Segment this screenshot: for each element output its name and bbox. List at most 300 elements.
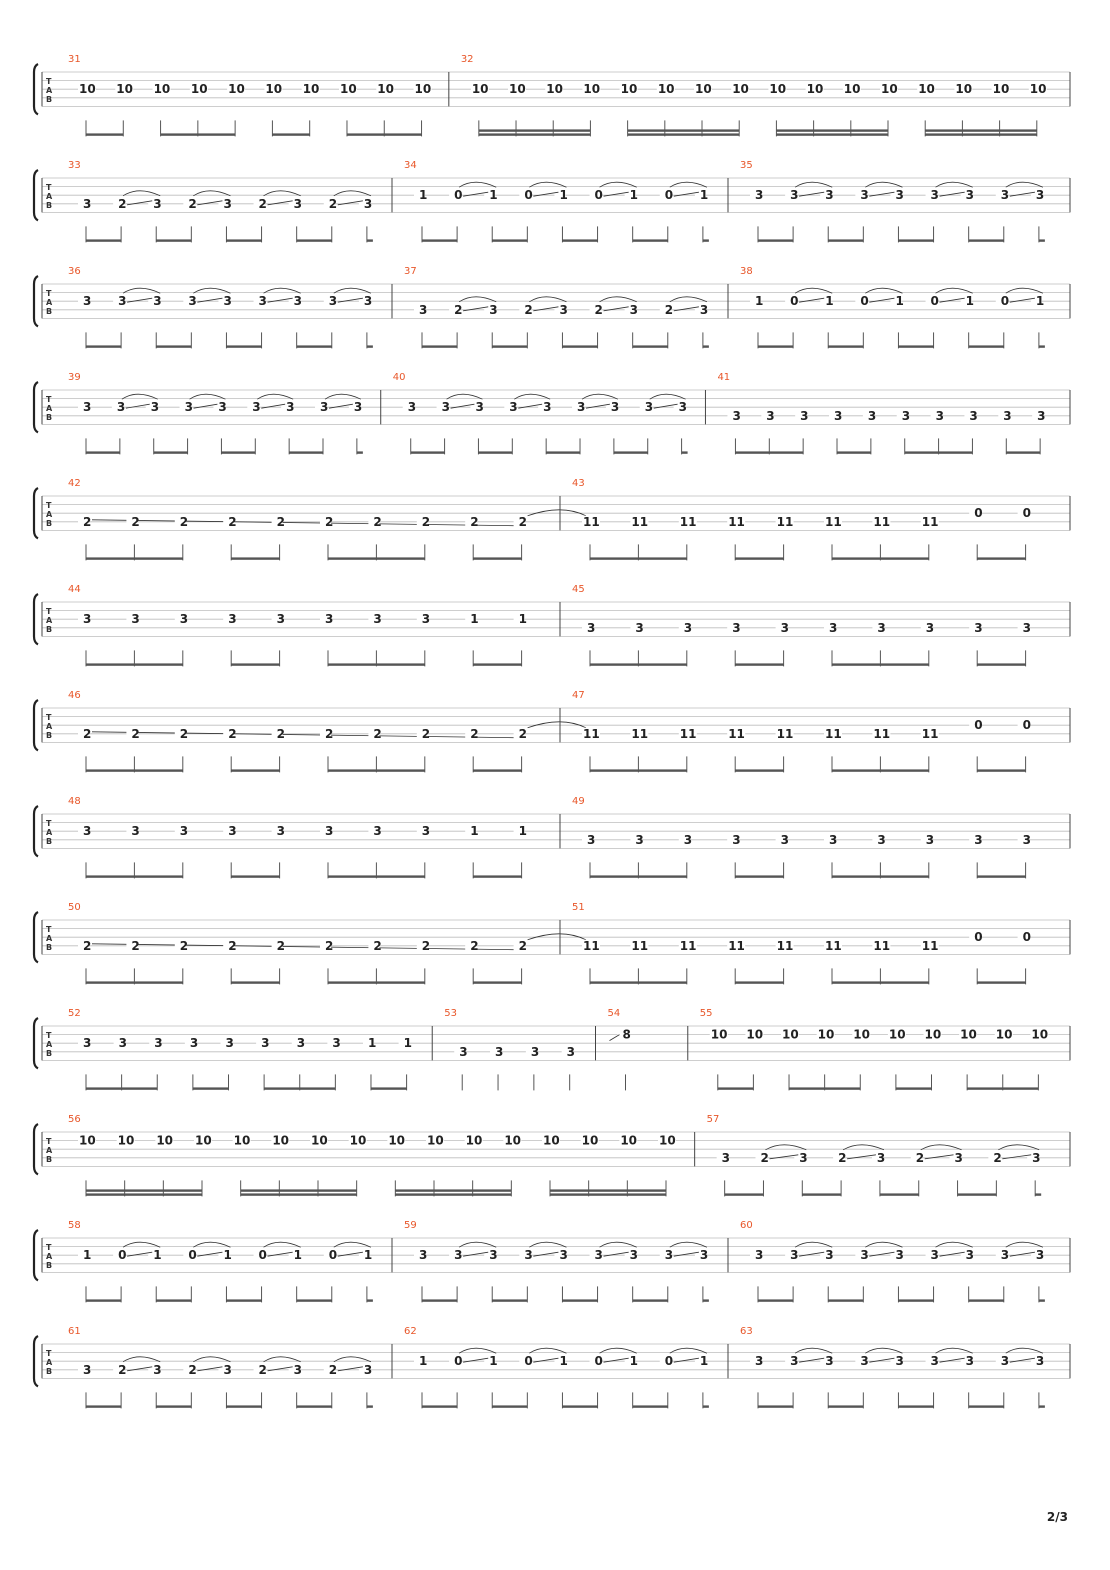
fret-number: 2 (131, 938, 140, 953)
fret-number: 3 (930, 1354, 939, 1369)
tab-clef-letter: B (46, 625, 53, 634)
fret-number: 3 (276, 824, 285, 839)
beam (297, 239, 332, 241)
fret-number: 0 (664, 188, 674, 203)
fret-number: 11 (583, 938, 600, 953)
beam (735, 557, 783, 559)
tab-clef-letter: T (46, 183, 52, 192)
fret-number: 10 (190, 82, 208, 97)
fret-number: 3 (131, 824, 140, 839)
fret-number: 0 (1000, 294, 1010, 309)
fret-number: 3 (1037, 408, 1046, 423)
fret-number: 2 (179, 514, 189, 529)
beam (328, 557, 425, 559)
beam (718, 1087, 754, 1089)
fret-number: 10 (995, 1027, 1013, 1042)
fret-number: 8 (622, 1027, 631, 1042)
beam (154, 451, 188, 453)
fret-number: 3 (965, 1354, 975, 1369)
fret-number: 10 (620, 82, 638, 97)
fret-number: 10 (153, 82, 171, 97)
fret-number: 2 (454, 302, 463, 317)
fret-number: 0 (594, 188, 603, 203)
fret-number: 0 (974, 718, 983, 733)
fret-number: 1 (293, 1248, 303, 1263)
fret-number: 3 (189, 1036, 199, 1051)
page-number: 2/3 (1046, 1510, 1068, 1524)
fret-number: 1 (559, 1354, 568, 1369)
beam (905, 451, 973, 453)
measure (68, 796, 527, 878)
fret-number: 1 (419, 188, 428, 203)
beam (735, 981, 783, 983)
measure-number: 34 (404, 160, 417, 171)
measure (728, 1326, 1045, 1408)
tab-clef-letter: B (46, 943, 53, 952)
beam (473, 769, 521, 771)
beam (347, 133, 422, 135)
beam (473, 875, 521, 877)
beam (969, 1299, 1004, 1301)
fret-number: 10 (414, 82, 432, 97)
beam (226, 1299, 261, 1301)
fret-number: 3 (635, 832, 644, 847)
fret-number: 10 (843, 82, 861, 97)
fret-number: 1 (153, 1248, 162, 1263)
fret-number: 3 (1032, 1150, 1041, 1165)
fret-number: 3 (258, 294, 267, 309)
fret-number: 10 (349, 1133, 367, 1148)
beam (628, 133, 740, 135)
fret-number: 3 (83, 1036, 92, 1051)
beam (633, 345, 668, 347)
beam (86, 1405, 121, 1407)
system-bracket (34, 806, 38, 856)
fret-number: 10 (620, 1133, 638, 1148)
beam (562, 345, 597, 347)
fret-number: 3 (421, 612, 431, 627)
beam (832, 769, 929, 771)
measure (68, 372, 363, 454)
measure-number: 56 (68, 1114, 81, 1125)
tab-clef-letter: B (46, 413, 53, 422)
beam (898, 1405, 933, 1407)
tab-clef-letter: A (46, 86, 53, 95)
fret-number: 3 (188, 294, 197, 309)
measure (392, 160, 709, 242)
fret-number: 3 (325, 612, 334, 627)
fret-number: 1 (489, 188, 498, 203)
beam (550, 1189, 666, 1191)
beam (86, 133, 123, 135)
beam (422, 1299, 457, 1301)
measure (560, 478, 1031, 560)
tab-system (34, 1326, 1070, 1408)
beam (86, 1299, 121, 1301)
fret-number: 3 (1022, 620, 1031, 635)
fret-number: 2 (325, 938, 334, 953)
beam (703, 239, 709, 241)
beam (682, 451, 688, 453)
tab-clef-letter: B (46, 1261, 53, 1270)
beam (1006, 451, 1040, 453)
fret-number: 3 (228, 824, 237, 839)
fret-number: 3 (629, 302, 639, 317)
fret-number: 1 (363, 1248, 373, 1263)
measure (695, 1114, 1042, 1196)
fret-number: 2 (373, 938, 382, 953)
fret-number: 1 (755, 294, 764, 309)
fret-number: 3 (223, 1362, 232, 1377)
beam (735, 875, 783, 877)
system-bracket (34, 382, 38, 432)
fret-number: 10 (888, 1027, 906, 1042)
beam (590, 981, 687, 983)
fret-number: 3 (594, 1248, 603, 1263)
beam (328, 875, 425, 877)
beam (832, 663, 929, 665)
beam (562, 1299, 597, 1301)
beam (1039, 345, 1045, 347)
beam (492, 1405, 527, 1407)
fret-number: 3 (153, 196, 162, 211)
fret-number: 3 (974, 620, 983, 635)
measure (392, 1326, 709, 1408)
tab-clef-letter: A (46, 298, 53, 307)
measure (68, 902, 586, 984)
tab-system (34, 902, 1070, 984)
measure (449, 54, 1047, 136)
fret-number: 3 (825, 1354, 834, 1369)
fret-number: 10 (388, 1133, 406, 1148)
fret-number: 3 (825, 188, 834, 203)
tab-clef-letter: B (46, 201, 53, 210)
fret-number: 3 (223, 294, 232, 309)
system-bracket (34, 594, 38, 644)
beam (156, 1299, 191, 1301)
system-bracket (34, 1018, 38, 1068)
fret-number: 3 (83, 400, 92, 415)
slide-line (92, 944, 520, 950)
beam (86, 1189, 202, 1191)
fret-number: 10 (695, 82, 712, 97)
system-bracket (34, 276, 38, 326)
fret-number: 10 (542, 1133, 560, 1148)
beam (969, 1405, 1004, 1407)
tab-clef-letter: B (46, 837, 53, 846)
tab-clef-letter: A (46, 1040, 53, 1049)
system-bracket (34, 170, 38, 220)
beam (367, 1405, 373, 1407)
beam (473, 663, 521, 665)
fret-number: 2 (258, 1362, 267, 1377)
fret-number: 3 (683, 832, 693, 847)
tab-clef-letter: B (46, 519, 53, 528)
fret-number: 11 (873, 514, 891, 529)
fret-number: 2 (470, 938, 479, 953)
fret-number: 11 (728, 514, 745, 529)
fret-number: 11 (728, 938, 745, 953)
fret-number: 2 (188, 196, 197, 211)
fret-number: 10 (265, 82, 283, 97)
fret-number: 11 (776, 726, 794, 741)
fret-number: 2 (325, 726, 334, 741)
beam (367, 1299, 373, 1301)
fret-number: 3 (799, 1150, 808, 1165)
fret-number: 3 (925, 832, 935, 847)
measure (68, 1326, 373, 1408)
fret-number: 3 (877, 832, 886, 847)
measure (432, 1008, 575, 1090)
fret-number: 3 (969, 408, 978, 423)
fret-number: 3 (780, 620, 789, 635)
beam (367, 345, 373, 347)
fret-number: 11 (583, 726, 600, 741)
fret-number: 0 (524, 1354, 533, 1369)
beam (226, 345, 261, 347)
fret-number: 3 (566, 1044, 576, 1059)
fret-number: 3 (732, 408, 741, 423)
fret-number: 3 (293, 196, 303, 211)
tab-clef-letter: B (46, 1049, 53, 1058)
measure (560, 902, 1031, 984)
fret-number: 10 (426, 1133, 444, 1148)
slide-line (92, 520, 520, 526)
tab-clef-letter: T (46, 1349, 52, 1358)
fret-number: 2 (760, 1150, 769, 1165)
beam (958, 1193, 997, 1195)
system-bracket (34, 700, 38, 750)
fret-number: 3 (895, 1248, 904, 1263)
fret-number: 10 (228, 82, 245, 97)
system-bracket (34, 488, 38, 538)
fret-number: 3 (644, 400, 654, 415)
beam (86, 239, 121, 241)
tab-clef-letter: A (46, 1358, 53, 1367)
fret-number: 10 (581, 1133, 599, 1148)
beam (86, 451, 120, 453)
beam (802, 1193, 841, 1195)
beam (86, 557, 183, 559)
fret-number: 10 (960, 1027, 977, 1042)
system-bracket (34, 1124, 38, 1174)
measure (68, 1114, 676, 1196)
tab-clef-letter: T (46, 819, 52, 828)
fret-number: 3 (800, 408, 809, 423)
fret-number: 10 (272, 1133, 290, 1148)
fret-number: 10 (79, 82, 96, 97)
beam (479, 129, 591, 131)
fret-number: 3 (83, 196, 92, 211)
fret-number: 3 (664, 1248, 674, 1263)
measure-number: 37 (404, 266, 417, 277)
fret-number: 3 (965, 188, 975, 203)
beam (1039, 1405, 1045, 1407)
beam (297, 1405, 332, 1407)
fret-number: 3 (530, 1044, 540, 1059)
tab-clef-letter: B (46, 1155, 53, 1164)
fret-number: 3 (543, 400, 552, 415)
beam (562, 239, 597, 241)
beam (837, 451, 871, 453)
tab-system (34, 266, 1070, 348)
fret-number: 11 (631, 514, 649, 529)
fret-number: 11 (776, 938, 794, 953)
beam (977, 981, 1025, 983)
fret-number: 10 (657, 82, 675, 97)
measure-number: 53 (444, 1008, 457, 1019)
tab-system (34, 478, 1070, 560)
fret-number: 10 (918, 82, 935, 97)
fret-number: 1 (470, 824, 479, 839)
fret-number: 11 (825, 514, 842, 529)
fret-number: 1 (83, 1248, 92, 1263)
measure (68, 160, 373, 242)
fret-number: 3 (901, 408, 911, 423)
beam (156, 345, 191, 347)
beam (977, 769, 1025, 771)
beam (633, 1405, 668, 1407)
fret-number: 2 (421, 514, 431, 529)
tab-clef-letter: T (46, 395, 52, 404)
beam (977, 557, 1025, 559)
fret-number: 3 (935, 408, 944, 423)
fret-number: 3 (153, 294, 162, 309)
fret-number: 11 (679, 514, 697, 529)
fret-number: 10 (546, 82, 563, 97)
fret-number: 2 (373, 514, 382, 529)
measure-number: 61 (68, 1326, 81, 1337)
fret-number: 1 (518, 612, 527, 627)
fret-number: 2 (664, 302, 674, 317)
measure (392, 266, 709, 348)
fret-number: 1 (629, 188, 639, 203)
measure (688, 1008, 1049, 1090)
fret-number: 11 (583, 514, 600, 529)
fret-number: 0 (664, 1354, 674, 1369)
tab-clef-letter: T (46, 501, 52, 510)
beam (395, 1193, 511, 1195)
measure-number: 57 (706, 1114, 720, 1125)
fret-number: 1 (559, 188, 568, 203)
fret-number: 10 (1031, 1027, 1049, 1042)
tab-clef-letter: B (46, 1367, 53, 1376)
beam (898, 1299, 933, 1301)
measure-number: 54 (607, 1008, 621, 1019)
fret-number: 3 (293, 1362, 303, 1377)
fret-number: 2 (421, 726, 431, 741)
fret-number: 2 (594, 302, 603, 317)
fret-number: 2 (373, 726, 382, 741)
fret-number: 2 (179, 938, 189, 953)
fret-number: 3 (328, 294, 338, 309)
beam (735, 663, 783, 665)
fret-number: 2 (258, 196, 267, 211)
fret-number: 3 (1000, 1354, 1010, 1369)
fret-number: 3 (475, 400, 484, 415)
tab-system (34, 160, 1070, 242)
beam (832, 875, 929, 877)
tab-clef-letter: A (46, 934, 53, 943)
fret-number: 2 (179, 726, 189, 741)
fret-number: 2 (276, 938, 285, 953)
measure-number: 40 (392, 372, 406, 383)
measure (381, 372, 688, 454)
measure-number: 38 (740, 266, 753, 277)
measure (728, 266, 1045, 348)
fret-number: 2 (276, 726, 285, 741)
fret-number: 2 (325, 514, 334, 529)
fret-number: 10 (117, 1133, 135, 1148)
fret-number: 3 (755, 1354, 764, 1369)
fret-number: 3 (732, 832, 741, 847)
tab-clef-letter: T (46, 607, 52, 616)
fret-number: 2 (228, 938, 237, 953)
beam (735, 769, 783, 771)
beam (289, 451, 323, 453)
beam (590, 875, 687, 877)
fret-number: 3 (373, 824, 382, 839)
fret-number: 1 (419, 1354, 428, 1369)
beam (969, 345, 1004, 347)
fret-number: 10 (806, 82, 824, 97)
fret-number: 3 (1035, 1354, 1045, 1369)
beam (758, 1299, 793, 1301)
tab-clef-letter: T (46, 1031, 52, 1040)
measure (68, 690, 586, 772)
tab-clef-letter: T (46, 925, 52, 934)
fret-number: 3 (683, 620, 693, 635)
fret-number: 2 (915, 1150, 925, 1165)
fret-number: 3 (790, 1248, 799, 1263)
beam (241, 1189, 357, 1191)
fret-number: 3 (179, 612, 189, 627)
fret-number: 3 (286, 400, 295, 415)
measure-number: 55 (699, 1008, 713, 1019)
beam (1039, 1299, 1045, 1301)
measure (560, 796, 1031, 878)
fret-number: 3 (587, 832, 596, 847)
fret-number: 2 (188, 1362, 197, 1377)
measure (68, 266, 373, 348)
beam (832, 981, 929, 983)
beam (86, 345, 121, 347)
beam (776, 129, 888, 131)
fret-number: 2 (470, 514, 479, 529)
measure-number: 63 (740, 1326, 753, 1337)
tab-system (34, 372, 1070, 454)
fret-number: 3 (150, 400, 160, 415)
fret-number: 10 (156, 1133, 174, 1148)
fret-number: 11 (679, 726, 697, 741)
beam (86, 1087, 157, 1089)
tab-clef-letter: T (46, 713, 52, 722)
fret-number: 2 (328, 1362, 338, 1377)
fret-number: 2 (228, 726, 237, 741)
fret-number: 10 (955, 82, 973, 97)
beam (492, 239, 527, 241)
fret-number: 3 (419, 1248, 428, 1263)
measure-number: 44 (68, 584, 81, 595)
beam (473, 981, 521, 983)
beam (828, 1299, 863, 1301)
beam (221, 451, 255, 453)
measure-number: 60 (740, 1220, 753, 1231)
fret-number: 3 (363, 196, 373, 211)
fret-number: 3 (721, 1150, 731, 1165)
beam (550, 1193, 666, 1195)
measure-number: 48 (68, 796, 81, 807)
